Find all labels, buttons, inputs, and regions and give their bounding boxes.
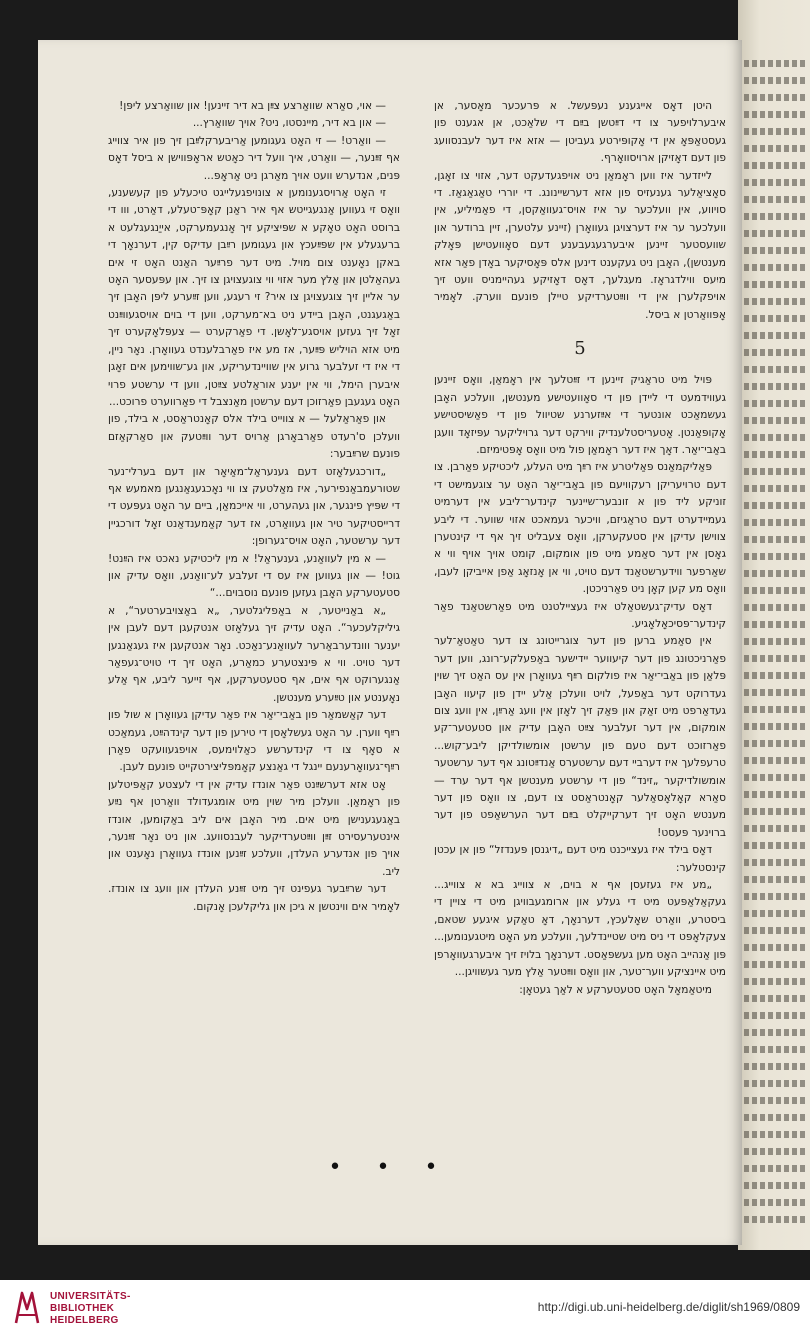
ghost-text-line: [744, 519, 808, 526]
ghost-text-line: [744, 434, 808, 441]
ghost-text-line: [744, 281, 808, 288]
ghost-text-line: [744, 689, 808, 696]
library-logo-text: [50, 1291, 131, 1327]
ghost-text-line: [744, 128, 808, 135]
paragraph: „מע איז געזעסן אף א בוים, א צווייג בא א צווייג... געקאַלאַפּעט מיט די געלע און ארומגעבוויגן מיט די צויין די ביסטרע, וואַרט שאָלעכץ, דערנאָך, דאָ טאַקע איגעע שטאם, צעקלאָפּט די ניס מיט שטיינדלעך, וועלכע מע האָט מיטגענומען... פּון אַנהייב האָט מען געשפּאַסט. דערנאָך בלויז זיך איבערגעוואָרפן מיט איינציקע ווער־טער, און וואָס ווײַטער אַלץ מער געשוויגן...: [434, 879, 726, 979]
paragraph: היטן דאָס אייגענע נעפּעשל. א פּרעכער מאָסער, אן איבערלויפער צו די דײַטשן בײַם די שלאַכט, אן אגענט פון געסטאַפּאָ אין די אָקופּירטע געביטן — אזא איז דער לעבנסוועג פון דעם דאָזיקן ארויסוואָרף.: [434, 100, 726, 165]
paragraph: מיטאַמאָל האָט סטעטערקע א לאַך געטאָן:: [519, 983, 712, 996]
ghost-text-line: [744, 842, 808, 849]
ghost-text-line: [744, 485, 808, 492]
ghost-text-line: [744, 1046, 808, 1053]
right-column-body: [434, 372, 726, 999]
ghost-text-line: [744, 910, 808, 917]
left-column: [108, 98, 400, 916]
paragraph: און פאַראַלעל — א צווייט בילד אלס קאָנטראַסט, א בילד, פון וועלכן ס'רעדט פאַרבאָרגן אַרויס דער ווײַטעק און סאַרקאַזם פונעם שרײַבער:: [108, 413, 400, 461]
ghost-text-line: [744, 349, 808, 356]
paragraph: פּאַליקמאַנס פּאַליטרע איז רײַך מיט העלע, ליכטיקע פאַרבן. צו דעם טרויעריקן רעקוויעם פון באַבי־יאַר האַט ער צוגעמישט די זוניקע ליד פון א זונבער־שיינער קינדער־ליבע אין דערמיט געמיידערט דעם טראַגיזם, וויכער געמאכט אזוי שווער. די ליבע צווישן עדיקן אין סטעקערקן, וואָס צעבליט זיך אף די קינטערן גאָסן אין דער סאַמע מיט פון אומקום, קומט אויך אויף ווי א שאַרפער ווידערשטאַנד דעם טויט, ווי אן אָנזאָג אַפן אייביקן לעבן, וואָס מע קען קאָן ניט פאַרניכטן.: [434, 461, 726, 596]
paragraph: „א באַנייטער, א באַפליגלטער, „א באַצויבערטער“, א גיליקלעכער“. האָט עדיק זיך געלאָזט אנטקעגן דעם לעבן אין יענער ווונדערבאַרער לעוואַנע־נאַכט. נאָר אנטקעגן איז געגאַנגען דער טויט. ווי א פּינצטערע כמאַרע, האָט זיך די טויט־געפאַר אַנגערוקט אף אים, אף סטעטערקען, אף זייער ליבע, אף אַלע נאָענטע און טײַערע מענטשן.: [108, 604, 400, 704]
ghost-text-line: [744, 638, 808, 645]
ghost-text-line: [744, 247, 808, 254]
paragraph: אין סאַמע ברען פון דער צוגרייטונג צו דער טאַטאַ־לער פאַרניכטונג פון דער קיעווער יידישער באַפעלקע־רונג, ווען דער פּלאַן פון באַבי־יאַר איז פולקום רײַף געוואָרן אין עס האַט זיך שוין געדרוקט דער באַפעל, לויט וועלכן אַלע יידן פון קיעוו האָבן געדאַרפט מיט זאַק און פּאַק זיך לאָזן אין וועג אַרײַן, אין וועג צום אומקום, אין דער זעלבער צײַט האָבן עדיק און סטעטער־קע פאַרזוכט דעם טעם פון ערשטן אומשולדיקן ליבע־קוש... טרעפלעך איז דערביי דעם ערשטערס אַנדײַטונג אף דער ערשטער אומשולדיקער „זינד“ פון די ערשטע מענטשן אף דער ערד — סאַרא קאָלאָסאַלער קאָנטראַסט צו דעם, צו וואָס פון דער מענטש האָט זיך דערקייקלט בײַם דער הערשאַפט פון דער ברוינער פּעסט!: [434, 635, 726, 839]
paragraph: „דורכגעלאָזט דעם גענעראַל־מאַיאָר און דעם בערלי־נער שטורעמבאַנפירער, איז מאַלטעק צו ווי נאָכגעגאַנגען מאמעש אף די שפּיץ פינגער, און געהערט, ווי אייכמאַן, ביים ער האָט געפּעט די דרייסטיקער טיר און געוואַרט, אז דער קאַמענדאַנט זאָל דורכגיין דער ערשטער, האָט אויס־גערופן:: [108, 465, 400, 548]
paragraph: לייזדער איז ווען ראָמאַן ניט אויפגעדעקט דער, אזוי צו זאָגן, סאָציאַלער גענעזיס פון אזא דערשיינונג. די יוררי טאַגאַגאַז. די סויווע, אין וועלכער ער איז אויס־געוואַקסן, די פאַמיליע, אין וועלכער ער איז דערצויגן געוואָרן (זיינע עלטערן, זיין ברודער און שוועסטער זיינען איבערגעגעבענע דעם סאָוועטישן פּאָלק מענטשן), האָבן ניט געקענט דינען אלס פּאָסיקער באָדן פאַר אזא מיִעס ווילדגראָז. מעגלעך, דאָס דאָזיקע געהיימניס וועט זיך אויפקלערן אין די ווײַטערדיקע טיילן פונעם ווערק. לאָמיר אָפּוואַרטן א ביסל.: [434, 169, 726, 321]
ghost-text-line: [744, 77, 808, 84]
logo-line-1: UNIVERSITÄTS-: [50, 1291, 131, 1302]
ghost-text-line: [744, 978, 808, 985]
ghost-text-line: [744, 740, 808, 747]
ghost-text-line: [744, 1029, 808, 1036]
paragraph: דער קאַשמאַר פון באַבי־יאַר איז פאַר עדיקן געוואָרן א שול פון רײַף ווערן. ער האָט געשלאָסן די טירען פון דער קינדהײַט, געמאַכט א סאָף צו די קינדערשע כאַלוימעס, אויפגעוועקט פאַרן רײַף־געוואָרענעם יינגל די גאַנצע קאָמפּליצירטקייט פונעם לעבן.: [108, 709, 400, 774]
ghost-text-line: [744, 400, 808, 407]
ghost-text-line: [744, 587, 808, 594]
paragraph: — אוי, סאַרא שוואַרצע צײַן בא דיר זיינען! און שוואַרצע ליפּן!: [119, 100, 386, 112]
paragraph: פּויל מיט טראַגיק זיינען די זײַטלעך אין ראָמאַן, וואָס זיינען געווידמעט די ליידן פון די סאָוועטישע מענטשן, וועלכע האָבן געשמאַכט אונטער די אײַזערנע שטיוול פון די פאַשיסטישע אָקופּאַנטן. אָטעריסטלענדיק ווירקט דער גרויליקער עפּיזאָד וועגן באַבי־יאַר. דאָך איז דער ראָמאַן פול מיט וואָס אָפּטימיזם.: [434, 374, 726, 456]
ghost-text-line: [744, 1012, 808, 1019]
ghost-text-line: [744, 791, 808, 798]
ghost-text-line: [744, 1131, 808, 1138]
paragraph: דאָס עדיק־געשטאַלט איז געציילטנט מיט פאַרשטאַנד פאַר קינדער־פּסיכאָלאָגיע.: [434, 600, 726, 630]
ghost-text-line: [744, 502, 808, 509]
ghost-text-line: [744, 1199, 808, 1206]
ghost-text-line: [744, 553, 808, 560]
ghost-text-line: [744, 757, 808, 764]
ghost-text-line: [744, 196, 808, 203]
ghost-text-line: [744, 1148, 808, 1155]
ghost-text-line: [744, 995, 808, 1002]
paragraph: — וואַרט! — זי האָט געגומען אַריבערקלײַבן זיך פון איר צווייג אף זײַנער, — וואַרט, איך וועל דיר כאָטש אראָפּווישן א ביסל דאָס פּנים, אנדערש וועט אויך מאַרגן ניט אַראָפּ...: [108, 134, 400, 182]
paragraph: זי האָט אַרויסגענומען א צונויפגעלייגט טיכעלע פון קעשענע, וואָס זי געווען אַנגעגייטש אף איר ראַנן קאָפּ־טעלע, דאַרט, ווו די ברוסט האָט טאָקע א שפּיציקע זיך אָנגעמערקט, אייַנגעגלעט א ברעגעלע אין שפּײַעכץ און געגומען רײַבן עדיקס קין, דערנאָך די באקן נאָענט צום מויל. מיט דער פרײַער האַנט האָט זי אים געהאַלטן און אַלץ מער אזוי ווי צוגעצויגן צו זיך. און עפּעסער האָט ער אליין זיך צוגעצויגן צו איר? זי רעגע, ווען זײַערע ליפּן האָבן זיך באַגעגנט, האָבן ביידע ניט בא־מערקט, ווען די בוים אויסגעווײַנט זאָל זיך געזען אויסגע־לאָשן. די פאַרקערט — צעפּלאָקערט זיך מיט אזא הויליש פּײַער, אז מע איז פאַרבלענדט געוואָרן. נאָר ניין, די איז די זעלבער גרוע אין שוויינדעריקע, און גע־שווימען אים זאָגן איבערן הימל, ווי אין יענע אוראַלטע צײַטן, ווען די ערשטע פרוי האָט געגעבן פאַרזוכן דעם ערשטן מאַנצבל די פאַרווערט פרוכט...: [108, 187, 400, 408]
ghost-text-line: [744, 264, 808, 271]
ghost-text-line: [744, 417, 808, 424]
ghost-text-line: [744, 672, 808, 679]
ghost-text-line: [744, 961, 808, 968]
adjacent-page-edge: [738, 0, 810, 1250]
ghost-text-line: [744, 1165, 808, 1172]
ghost-text-line: [744, 315, 808, 322]
ghost-text-line: [744, 1182, 808, 1189]
ghost-text-line: [744, 944, 808, 951]
ghost-text-line: [744, 1097, 808, 1104]
ghost-text-line: [744, 94, 808, 101]
ghost-text-line: [744, 927, 808, 934]
university-seal-icon: [12, 1289, 42, 1327]
paragraph: — און בא דיר, מיינסטו, ניט? אויך שוואַרץ...: [192, 117, 386, 130]
logo-line-2: BIBLIOTHEK: [50, 1303, 115, 1314]
ghost-text-line: [744, 60, 808, 67]
ghost-text-line: [744, 230, 808, 237]
ghost-text-line: [744, 1063, 808, 1070]
ghost-text-line: [744, 859, 808, 866]
ghost-text-line: [744, 655, 808, 662]
paragraph: דאָס בילד איז געצייכנט מיט דעם „דיגנסן פּענדזל“ פון אן עכטן קינסטלער:: [434, 844, 726, 874]
ghost-text-line: [744, 298, 808, 305]
ghost-text-line: [744, 162, 808, 169]
ghost-text-line: [744, 145, 808, 152]
ghost-text-line: [744, 383, 808, 390]
ghost-text-line: [744, 332, 808, 339]
ghost-text-line: [744, 621, 808, 628]
footer-bar: [0, 1280, 810, 1338]
ghost-text-line: [744, 706, 808, 713]
right-column-intro: [434, 98, 726, 324]
ghost-text-line: [744, 893, 808, 900]
ghost-text-line: [744, 1216, 808, 1223]
ghost-text-line: [744, 468, 808, 475]
ghost-text-line: [744, 1114, 808, 1121]
ghost-text-line: [744, 604, 808, 611]
logo-line-3: HEIDELBERG: [50, 1315, 119, 1326]
end-ornament: • • •: [328, 1155, 452, 1180]
ghost-text-line: [744, 808, 808, 815]
ghost-text-line: [744, 1080, 808, 1087]
ghost-text-line: [744, 570, 808, 577]
paragraph: — א מין לעוואַנע, גענעראַל! א מין ליכטיקע נאכט איז הײַנט! גוט! — און געווען איז עס די זעלבע לע־וואַנע, וואָס עדיק און סטעטערקע האָבן געזען פונעם נוסבוים...“: [108, 552, 400, 600]
section-number: 5: [574, 338, 586, 360]
ghost-text-line: [744, 536, 808, 543]
ghost-text-line: [744, 774, 808, 781]
ghost-text-line: [744, 723, 808, 730]
ghost-text-line: [744, 366, 808, 373]
ghost-text-line: [744, 876, 808, 883]
right-column: [434, 98, 726, 999]
document-page: [38, 40, 742, 1245]
source-url[interactable]: http://digi.ub.uni-heidelberg.de/diglit/sh1969/0809: [537, 1300, 800, 1314]
ghost-text-line: [744, 825, 808, 832]
ghost-text-line: [744, 213, 808, 220]
ghost-text-line: [744, 451, 808, 458]
ghost-text-line: [744, 179, 808, 186]
paragraph: אָט אזא דערשײַנט פאַר אונדז עדיק אין די לעצטע קאַפּיטלען פון ראָמאַן. וועלכן מיר שוין מיט אומגעדולד וואַרטן אף נײַע באַגעגענישן מיט אים. מיר האָבן אים ליב באַקומען, אונדז אינטערעסירט זײַן ווײַטערדיקער לעבנסוועג. און ניט נאָר זײַנער, אויך פון אנדערע העלדן, וועלכע זײַנען אונדז געוואָרן נאָענט און ליב.: [108, 778, 400, 878]
paragraph: דער שרײַבער געפינט זיך מיט זײַנע העלדן און וועג צו אונדז. לאָמיר אים ווינטשן א גיכן און גליקלעכן אָנקום.: [108, 883, 400, 913]
ghost-text-line: [744, 111, 808, 118]
